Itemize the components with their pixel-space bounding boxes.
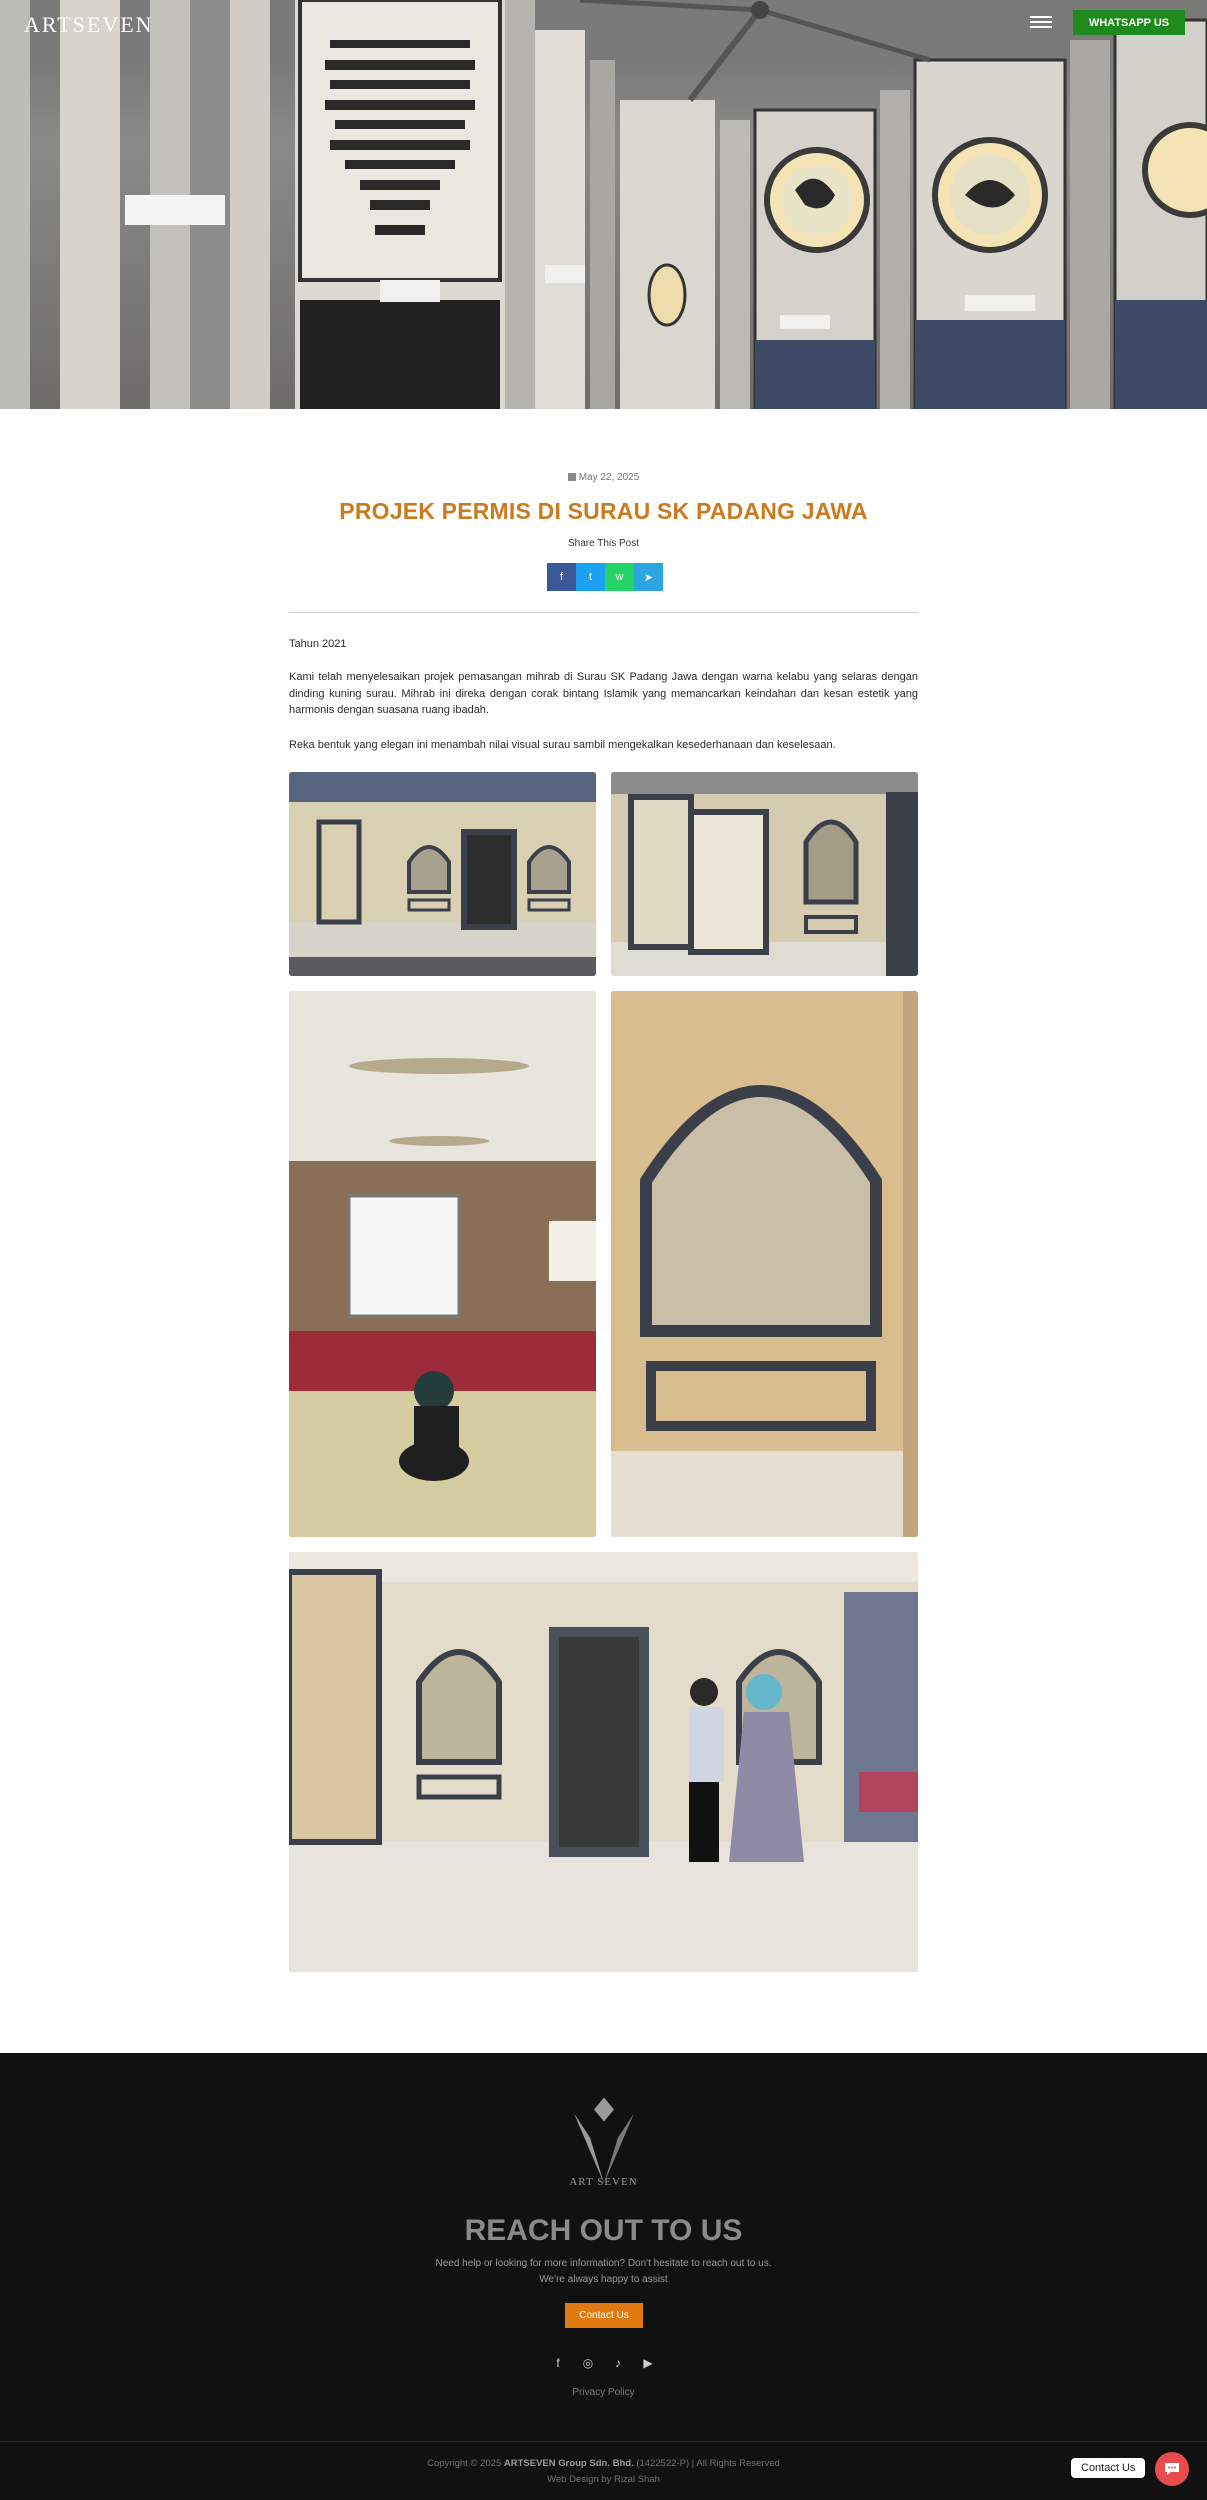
whatsapp-icon: w — [615, 571, 624, 583]
post-paragraph-1: Kami telah menyelesaikan projek pemasangan mihrab di Surau SK Padang Jawa dengan warna kelabu yang selaras dengan dinding kuning surau. Mihrab ini direka dengan corak bintang Islamik yang memancarkan keindahan dan kesan estetik yang harmonis dengan suasana ruang ibadah. — [289, 671, 918, 716]
share-buttons — [547, 563, 663, 591]
divider — [289, 612, 918, 613]
twitter-icon: t — [588, 571, 593, 583]
instagram-icon[interactable]: ◎ — [582, 2356, 594, 2370]
tiktok-icon[interactable]: ♪ — [615, 2356, 621, 2370]
telegram-icon: ➤ — [643, 571, 654, 584]
contact-us-button[interactable]: Contact Us — [565, 2303, 643, 2328]
post-date: May 22, 2025 — [0, 472, 1207, 483]
facebook-share-button[interactable] — [547, 563, 576, 591]
footer-subtext: Need help or looking for more information? Don't hesitate to reach out to us. We're always happy to assist — [435, 2258, 772, 2285]
chat-widget-label[interactable]: Contact Us — [1071, 2458, 1145, 2478]
footer-heading: REACH OUT TO US — [464, 2214, 743, 2247]
telegram-share-button[interactable] — [634, 563, 663, 591]
year-line: Tahun 2021 — [289, 638, 347, 650]
chat-bubble-icon — [1163, 2461, 1181, 2477]
privacy-policy-link[interactable]: Privacy Policy — [572, 2387, 635, 2398]
twitter-share-button[interactable] — [576, 563, 605, 591]
whatsapp-share-button[interactable] — [605, 563, 634, 591]
social-links — [550, 2355, 656, 2371]
youtube-icon[interactable]: ▶ — [643, 2356, 653, 2370]
whatsapp-button[interactable]: WHATSAPP US — [1073, 10, 1185, 35]
gallery-photo-4[interactable] — [611, 991, 918, 1537]
gallery-photo-1[interactable] — [289, 772, 596, 976]
gallery-photo-3[interactable] — [289, 991, 596, 1537]
share-label: Share This Post — [568, 538, 639, 549]
facebook-icon[interactable]: f — [556, 2356, 560, 2370]
post-title: PROJEK PERMIS DI SURAU SK PADANG JAWA — [339, 498, 868, 524]
footer-logo-text: ART SEVEN — [569, 2176, 638, 2188]
gallery-photo-2[interactable] — [611, 772, 918, 976]
facebook-icon: f — [559, 571, 564, 583]
hero-image — [0, 0, 1207, 409]
chat-widget-button[interactable] — [1155, 2452, 1189, 2486]
gallery-photo-5[interactable] — [289, 1552, 918, 1972]
calendar-icon — [568, 473, 576, 481]
copyright: Copyright © 2025 ARTSEVEN Group Sdn. Bhd. (1422522-P) | All Rights Reserved Web Design by Rizal Shah — [427, 2458, 780, 2485]
site-logo[interactable]: ARTSEVEN — [24, 12, 154, 37]
footer-divider — [0, 2441, 1207, 2442]
post-paragraph-2: Reka bentuk yang elegan ini menambah nilai visual surau sambil mengekalkan kesederhanaan dan keselesaan. — [289, 739, 836, 751]
hamburger-menu-icon[interactable] — [1030, 13, 1052, 31]
